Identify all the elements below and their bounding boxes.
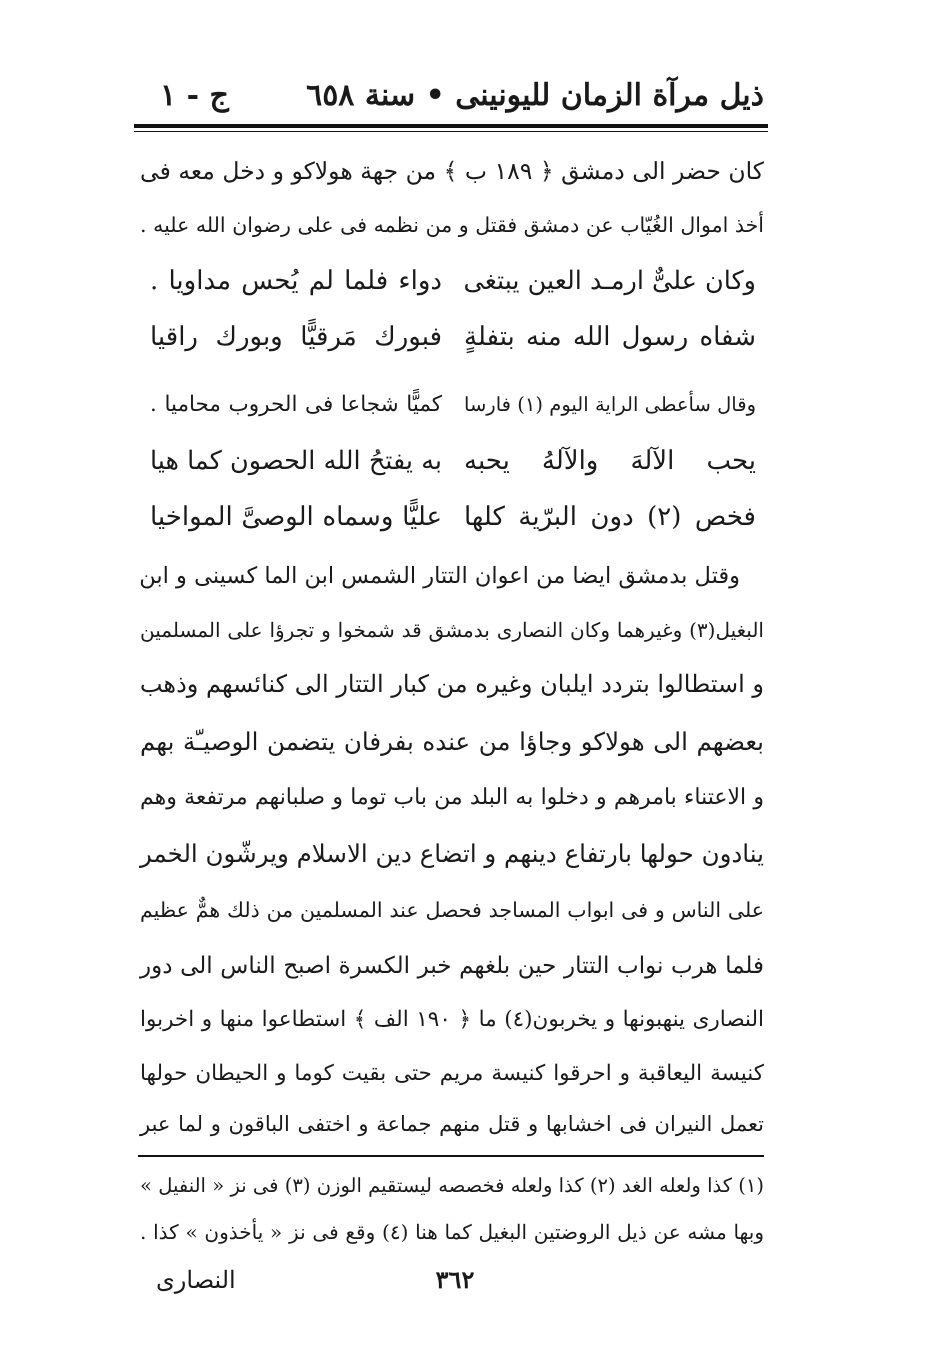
- hemistich-first: شفاه رسول الله منه بتفلةٍ: [464, 322, 756, 352]
- text-line: و الاعتناء بامرهم و دخلوا به البلد من باب توما و صلبانهم مرتفعة وهم: [140, 785, 764, 810]
- poem-verse: [150, 490, 756, 544]
- text-line: كان حضر الى دمشق ﴿ ١٨٩ ب ﴾ من جهة هولاكو و دخل معه فى: [140, 157, 764, 185]
- hemistich-second: دواء فلما لم يُحس مداويا .: [150, 266, 442, 296]
- hemistich-first: وقال سأعطى الراية اليوم (١) فارسا: [464, 393, 756, 416]
- poem-verse: [150, 310, 756, 364]
- poem-verse: [150, 254, 756, 308]
- text-line: وقتل بدمشق ايضا من اعوان التتار الشمس ابن الما كسينى و ابن: [139, 563, 740, 589]
- text-line: أخذ اموال الغُيّاب عن دمشق فقتل و من نظمه فى على رضوان الله عليه .: [140, 213, 764, 237]
- header-rule-thin: [134, 131, 768, 132]
- text-line: كنيسة اليعاقبة و احرقوا كنيسة مريم حتى بقيت كوما و الحيطان حولها: [140, 1061, 764, 1086]
- text-line: تعمل النيران فى اخشابها و قتل منهم جماعة و اختفى الباقون و لما عبر: [140, 1112, 764, 1136]
- text-line: النصارى ينهبونها و يخربون(٤) ما ﴿ ١٩٠ الف ﴾ استطاعوا منها و اخربوا: [140, 1007, 764, 1032]
- hemistich-first: فخص (٢) دون البرّية كلها: [464, 502, 756, 532]
- page-number: ٣٦٢: [435, 1265, 475, 1294]
- hemistich-second: كميًّا شجاعا فى الحروب محاميا .: [150, 392, 442, 417]
- text-line: البغيل(٣) وغيرهما وكان النصارى بدمشق قد شمخوا و تجرؤا على المسلمين: [140, 618, 764, 642]
- poem-verse: [150, 378, 756, 432]
- hemistich-second: عليًّا وسماه الوصىَّ المواخيا: [150, 502, 442, 532]
- footnote-line: وبها مشه عن ذيل الروضتين البغيل كما هنا (٤) وقع فى نز « يأخذون » كذا .: [140, 1220, 764, 1244]
- hemistich-second: فبورك مَرقيًّا وبورك راقيا: [150, 322, 442, 352]
- volume-label: ج - ١: [160, 78, 229, 113]
- hemistich-second: به يفتحُ الله الحصون كما هيا: [150, 446, 442, 476]
- hemistich-first: وكان علىٌّ ارمـد العين يبتغى: [463, 266, 756, 296]
- running-title: ذيل مرآة الزمان لليونينى • سنة ٦٥٨: [306, 78, 764, 113]
- header-rule: [134, 124, 768, 128]
- footnote-line: (١) كذا ولعله الغد (٢) كذا ولعله فخصصه ليستقيم الوزن (٣) فى نز « النفيل »: [140, 1174, 764, 1197]
- text-line: فلما هرب نواب التتار حين بلغهم خبر الكسرة اصبح الناس الى دور: [140, 953, 764, 979]
- catchword: النصارى: [156, 1266, 236, 1294]
- page-header: [136, 74, 764, 124]
- poem-verse: [150, 434, 756, 488]
- hemistich-first: يحب الآلهَ والآلهُ يحبه: [464, 446, 756, 476]
- text-line: و استطالوا بتردد ايلبان وغيره من كبار التتار الى كنائسهم وذهب: [139, 670, 764, 698]
- text-line: بعضهم الى هولاكو وجاؤا من عنده بفرفان يتضمن الوصيـّة بهم: [140, 727, 764, 756]
- text-line: على الناس و فى ابواب المساجد فحصل عند المسلمين من ذلك همٌّ عظيم: [140, 898, 764, 922]
- footnote-rule: [138, 1155, 764, 1157]
- text-line: ينادون حولها بارتفاع دينهم و اتضاع دين الاسلام ويرشّون الخمر: [139, 839, 764, 868]
